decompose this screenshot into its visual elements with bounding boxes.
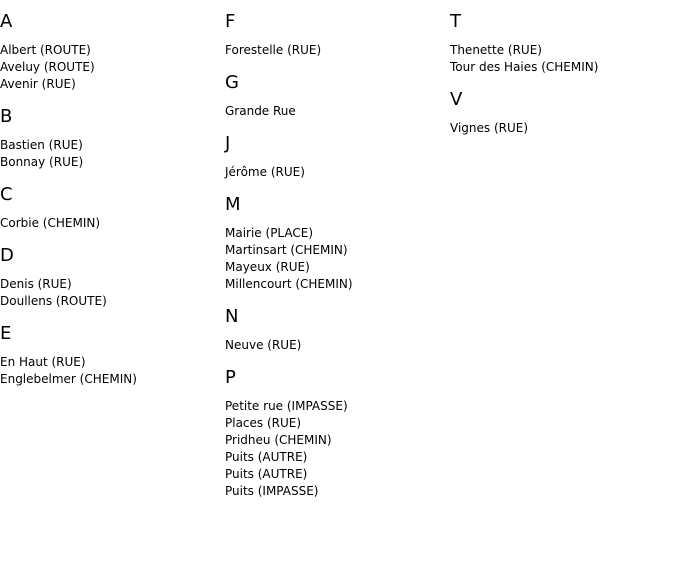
- street-entry[interactable]: Pridheu (CHEMIN): [225, 433, 332, 447]
- street-entry[interactable]: Petite rue (IMPASSE): [225, 399, 348, 413]
- street-entry[interactable]: Vignes (RUE): [450, 121, 529, 135]
- street-entry[interactable]: Corbie (CHEMIN): [0, 216, 101, 230]
- street-entry[interactable]: Avenir (RUE): [0, 77, 76, 91]
- letter-group: [0, 183, 220, 232]
- letter-heading: E: [0, 323, 12, 344]
- letter-heading: M: [225, 194, 241, 215]
- street-entry[interactable]: Forestelle (RUE): [225, 43, 322, 57]
- street-entry[interactable]: Martinsart (CHEMIN): [225, 243, 348, 257]
- street-list: [225, 225, 445, 293]
- street-entry[interactable]: Tour des Haies (CHEMIN): [450, 60, 599, 74]
- letter-heading: P: [225, 367, 236, 388]
- letter-heading: T: [450, 11, 461, 32]
- street-entry[interactable]: Mairie (PLACE): [225, 226, 314, 240]
- index-column-3: [450, 10, 670, 149]
- letter-group: [0, 10, 220, 93]
- street-entry[interactable]: Thenette (RUE): [450, 43, 542, 57]
- street-list: [0, 215, 220, 232]
- street-list: [0, 354, 220, 388]
- letter-group: [225, 10, 445, 59]
- street-entry[interactable]: Englebelmer (CHEMIN): [0, 372, 137, 386]
- street-entry[interactable]: Jérôme (RUE): [225, 165, 305, 179]
- letter-heading: C: [0, 184, 13, 205]
- street-entry[interactable]: Puits (AUTRE): [225, 467, 308, 481]
- letter-group: [225, 305, 445, 354]
- letter-group: [0, 244, 220, 310]
- street-entry[interactable]: Doullens (ROUTE): [0, 294, 107, 308]
- street-entry[interactable]: Bonnay (RUE): [0, 155, 84, 169]
- street-entry[interactable]: Albert (ROUTE): [0, 43, 91, 57]
- street-list: [0, 42, 220, 93]
- letter-heading: N: [225, 306, 239, 327]
- letter-group: [225, 366, 445, 500]
- letter-group: [225, 132, 445, 181]
- letter-heading: G: [225, 72, 239, 93]
- street-entry[interactable]: Bastien (RUE): [0, 138, 83, 152]
- letter-group: [450, 88, 670, 137]
- street-list: [225, 103, 445, 120]
- index-column-1: [0, 10, 220, 400]
- street-list: [450, 120, 670, 137]
- street-list: [450, 42, 670, 76]
- letter-heading: J: [225, 133, 231, 154]
- letter-heading: B: [0, 106, 13, 127]
- street-entry[interactable]: Puits (AUTRE): [225, 450, 308, 464]
- letter-heading: V: [450, 89, 463, 110]
- letter-heading: A: [0, 11, 13, 32]
- letter-group: [450, 10, 670, 76]
- street-list: [225, 164, 445, 181]
- street-entry[interactable]: En Haut (RUE): [0, 355, 86, 369]
- letter-heading: F: [225, 11, 236, 32]
- letter-heading: D: [0, 245, 14, 266]
- street-list: [0, 137, 220, 171]
- letter-group: [0, 105, 220, 171]
- street-entry[interactable]: Grande Rue: [225, 104, 296, 118]
- street-list: [225, 337, 445, 354]
- street-entry[interactable]: Millencourt (CHEMIN): [225, 277, 353, 291]
- street-entry[interactable]: Puits (IMPASSE): [225, 484, 319, 498]
- letter-group: [225, 193, 445, 293]
- letter-group: [225, 71, 445, 120]
- street-entry[interactable]: Denis (RUE): [0, 277, 72, 291]
- index-column-2: [225, 10, 445, 512]
- letter-group: [0, 322, 220, 388]
- street-entry[interactable]: Mayeux (RUE): [225, 260, 310, 274]
- street-list: [225, 398, 445, 500]
- street-entry[interactable]: Aveluy (ROUTE): [0, 60, 95, 74]
- street-entry[interactable]: Places (RUE): [225, 416, 302, 430]
- street-entry[interactable]: Neuve (RUE): [225, 338, 302, 352]
- street-list: [0, 276, 220, 310]
- street-list: [225, 42, 445, 59]
